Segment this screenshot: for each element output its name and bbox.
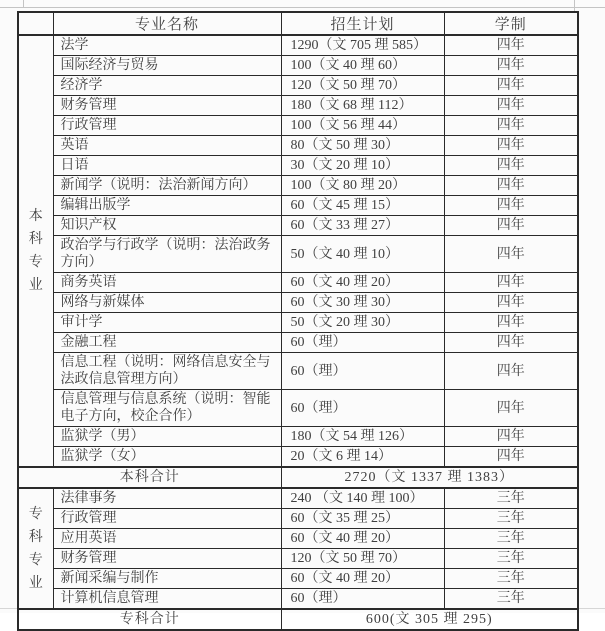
duration-cell: 四年 xyxy=(444,136,578,156)
plan-cell: 100（文 56 理 44） xyxy=(281,116,444,136)
table-row xyxy=(18,216,578,236)
major-cell: 应用英语 xyxy=(53,529,281,549)
major-cell: 财务管理 xyxy=(53,96,281,116)
plan-cell: 60（文 33 理 27） xyxy=(281,216,444,236)
major-cell: 行政管理 xyxy=(53,116,281,136)
col-header-major: 专业名称 xyxy=(53,12,281,35)
major-cell: 行政管理 xyxy=(53,509,281,529)
duration-cell: 四年 xyxy=(444,293,578,313)
duration-cell: 三年 xyxy=(444,509,578,529)
plan-cell: 180（文 54 理 126） xyxy=(281,427,444,447)
table-row xyxy=(18,116,578,136)
duration-cell: 四年 xyxy=(444,313,578,333)
plan-cell: 60（文 35 理 25） xyxy=(281,509,444,529)
plan-cell: 120（文 50 理 70） xyxy=(281,549,444,569)
duration-cell: 四年 xyxy=(444,196,578,216)
section-label-junior-college xyxy=(18,488,53,609)
major-cell: 法律事务 xyxy=(53,488,281,509)
table-row xyxy=(18,353,578,390)
enrollment-plan-table xyxy=(17,11,579,631)
plan-cell: 240 （文 140 理 100） xyxy=(281,488,444,509)
plan-cell: 50（文 40 理 10） xyxy=(281,236,444,273)
col-header-duration: 学制 xyxy=(444,12,578,35)
duration-cell: 四年 xyxy=(444,333,578,353)
duration-cell: 四年 xyxy=(444,56,578,76)
table-row xyxy=(18,236,578,273)
duration-cell: 四年 xyxy=(444,176,578,196)
major-cell: 法学 xyxy=(53,35,281,56)
table-row xyxy=(18,156,578,176)
plan-cell: 60（文 45 理 15） xyxy=(281,196,444,216)
major-cell: 金融工程 xyxy=(53,333,281,353)
duration-cell: 四年 xyxy=(444,216,578,236)
table-row xyxy=(18,196,578,216)
major-cell: 英语 xyxy=(53,136,281,156)
major-cell: 信息管理与信息系统（说明：智能电子方向，校企合作） xyxy=(53,390,281,427)
plan-cell: 60（理） xyxy=(281,353,444,390)
major-cell: 知识产权 xyxy=(53,216,281,236)
table-row xyxy=(18,390,578,427)
plan-cell: 80（文 50 理 30） xyxy=(281,136,444,156)
plan-cell: 120（文 50 理 70） xyxy=(281,76,444,96)
plan-cell: 1290（文 705 理 585） xyxy=(281,35,444,56)
plan-cell: 30（文 20 理 10） xyxy=(281,156,444,176)
total-value-cell: 600(文 305 理 295) xyxy=(281,609,578,630)
table-row xyxy=(18,76,578,96)
major-cell: 监狱学（男） xyxy=(53,427,281,447)
duration-cell: 四年 xyxy=(444,390,578,427)
plan-cell: 20（文 6 理 14） xyxy=(281,447,444,468)
table-row xyxy=(18,488,578,509)
table-row xyxy=(18,35,578,56)
plan-cell: 180（文 68 理 112） xyxy=(281,96,444,116)
major-cell: 信息工程（说明：网络信息安全与法政信息管理方向） xyxy=(53,353,281,390)
scan-artifact-topleft-tick xyxy=(23,0,24,8)
major-cell: 监狱学（女） xyxy=(53,447,281,468)
major-cell: 经济学 xyxy=(53,76,281,96)
table-row xyxy=(18,96,578,116)
duration-cell: 三年 xyxy=(444,569,578,589)
scan-artifact-top-line xyxy=(0,7,605,8)
total-value-cell: 2720（文 1337 理 1383） xyxy=(281,467,578,488)
duration-cell: 三年 xyxy=(444,488,578,509)
table-row xyxy=(18,529,578,549)
table-row xyxy=(18,447,578,468)
plan-cell: 60（文 40 理 20） xyxy=(281,569,444,589)
duration-cell: 四年 xyxy=(444,76,578,96)
total-label-cell: 本科合计 xyxy=(18,467,281,488)
header-row xyxy=(18,12,578,35)
major-cell: 商务英语 xyxy=(53,273,281,293)
major-cell: 计算机信息管理 xyxy=(53,589,281,610)
table-row xyxy=(18,136,578,156)
table-row xyxy=(18,569,578,589)
plan-cell: 60（理） xyxy=(281,390,444,427)
plan-cell: 60（文 40 理 20） xyxy=(281,529,444,549)
plan-cell: 100（文 80 理 20） xyxy=(281,176,444,196)
table-row xyxy=(18,313,578,333)
section-label-text: 专科专业 xyxy=(28,506,43,591)
duration-cell: 四年 xyxy=(444,35,578,56)
major-cell: 编辑出版学 xyxy=(53,196,281,216)
duration-cell: 三年 xyxy=(444,589,578,610)
section-label-text: 本科专业 xyxy=(28,209,43,293)
plan-cell: 100（文 40 理 60） xyxy=(281,56,444,76)
duration-cell: 四年 xyxy=(444,353,578,390)
duration-cell: 四年 xyxy=(444,236,578,273)
duration-cell: 四年 xyxy=(444,427,578,447)
corner-cell xyxy=(18,12,53,35)
table-row xyxy=(18,176,578,196)
plan-cell: 60（理） xyxy=(281,589,444,610)
major-cell: 国际经济与贸易 xyxy=(53,56,281,76)
section-label-undergraduate xyxy=(18,35,53,467)
major-cell: 新闻采编与制作 xyxy=(53,569,281,589)
total-row-junior-college xyxy=(18,609,578,630)
table-row xyxy=(18,273,578,293)
table-row xyxy=(18,589,578,610)
duration-cell: 四年 xyxy=(444,116,578,136)
table-row xyxy=(18,333,578,353)
total-row-undergraduate xyxy=(18,467,578,488)
major-cell: 日语 xyxy=(53,156,281,176)
major-cell: 新闻学（说明：法治新闻方向） xyxy=(53,176,281,196)
total-label-cell: 专科合计 xyxy=(18,609,281,630)
duration-cell: 四年 xyxy=(444,96,578,116)
major-cell: 财务管理 xyxy=(53,549,281,569)
major-cell: 政治学与行政学（说明：法治政务方向） xyxy=(53,236,281,273)
table-row xyxy=(18,427,578,447)
table-row xyxy=(18,293,578,313)
duration-cell: 三年 xyxy=(444,529,578,549)
duration-cell: 四年 xyxy=(444,156,578,176)
plan-cell: 60（文 30 理 30） xyxy=(281,293,444,313)
duration-cell: 四年 xyxy=(444,273,578,293)
table-row xyxy=(18,509,578,529)
plan-cell: 60（文 40 理 20） xyxy=(281,273,444,293)
table-row xyxy=(18,56,578,76)
table-row xyxy=(18,549,578,569)
duration-cell: 四年 xyxy=(444,447,578,468)
major-cell: 网络与新媒体 xyxy=(53,293,281,313)
major-cell: 审计学 xyxy=(53,313,281,333)
duration-cell: 三年 xyxy=(444,549,578,569)
col-header-plan: 招生计划 xyxy=(281,12,444,35)
plan-cell: 50（文 20 理 30） xyxy=(281,313,444,333)
plan-cell: 60（理） xyxy=(281,333,444,353)
